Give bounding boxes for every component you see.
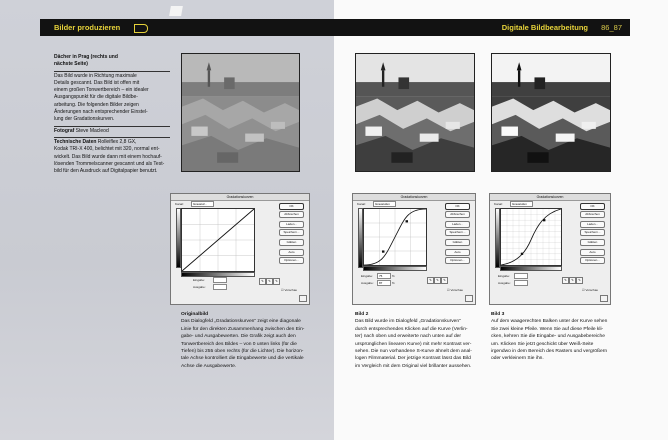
- photo-caption: [54, 54, 170, 175]
- save-button[interactable]: Speichern...: [279, 229, 304, 236]
- options-button[interactable]: Optionen...: [445, 257, 470, 264]
- cancel-button[interactable]: Abbrechen: [580, 211, 605, 218]
- options-button[interactable]: Optionen...: [279, 257, 304, 264]
- output-label: Ausgabe:: [498, 281, 511, 285]
- technical-data: Technische Daten Rolleiflex 2,8 GX, Kodak TRI-X 400, belichtet mit 320, normal ent- wickelt. Das Bild wurde dann mit einem hochauf- lösenden Trommelscanner gescannt und als Test- bild für den Ausdruck auf Digitalpapier benutzt.: [54, 138, 165, 175]
- caption-title: Dächer in Prag (rechts und nächste Seite): [54, 54, 118, 68]
- chapter-title: Digitale Bildbearbeitung: [501, 23, 588, 32]
- cancel-button[interactable]: Abbrechen: [279, 211, 304, 218]
- eyedropper-black-icon[interactable]: ✎: [562, 277, 569, 284]
- eyedropper-gray-icon[interactable]: ✎: [569, 277, 576, 284]
- channel-select[interactable]: Graustuf...: [191, 201, 214, 207]
- input-gradient-bar[interactable]: [500, 266, 562, 271]
- output-label: Ausgabe:: [193, 285, 206, 289]
- curves-dialog-bild-2: [352, 193, 476, 305]
- curves-dialog-original: [170, 193, 310, 305]
- input-percent: %: [392, 274, 395, 278]
- options-button[interactable]: Optionen...: [580, 257, 605, 264]
- preview-checkbox[interactable]: ☑ Vorschau: [582, 288, 599, 292]
- auto-button[interactable]: Auto: [580, 249, 605, 256]
- input-label: Eingabe:: [361, 274, 373, 278]
- header-bar-left: [40, 19, 334, 36]
- photo-bild-3: [491, 53, 611, 172]
- output-field[interactable]: [514, 280, 528, 286]
- caption-body: Das Bild wurde in Richtung maximale Details gescannt. Das Bild ist offen mit einem großen Tonwertbereich – ein idealer Ausgangspunkt für die digitale Bildbe- arbeitung. Die folgenden Bilder zeigen Änderungen nach entsprechender Einstel- lung der Gradationskurven.: [54, 72, 149, 123]
- input-field[interactable]: [514, 273, 528, 279]
- caption-rule: [54, 126, 170, 127]
- tag-icon: [134, 24, 148, 33]
- channel-select[interactable]: Graustufen: [510, 201, 533, 207]
- curve-graph[interactable]: [363, 208, 427, 266]
- dialog-title: Gradationskurven: [171, 194, 309, 201]
- load-button[interactable]: Laden...: [279, 221, 304, 228]
- auto-button[interactable]: Auto: [279, 249, 304, 256]
- smooth-button[interactable]: Glätten: [445, 239, 470, 246]
- save-button[interactable]: Speichern...: [580, 229, 605, 236]
- caption-rule: [54, 137, 170, 138]
- input-gradient-bar[interactable]: [363, 266, 427, 271]
- output-field[interactable]: [213, 284, 227, 290]
- save-button[interactable]: Speichern...: [445, 229, 470, 236]
- resize-corner-icon[interactable]: [299, 295, 307, 302]
- smooth-button[interactable]: Glätten: [279, 239, 304, 246]
- resize-corner-icon[interactable]: [465, 295, 473, 302]
- page-numbers: 86_87: [601, 23, 622, 32]
- eyedropper-gray-icon[interactable]: ✎: [266, 278, 273, 285]
- original-description: Originalbild Das Dialogfeld „Gradationskurven“ zeigt eine diagonale Linie für den direkten Zusammenhang zwischen den Ein- gabe- und Ausgabewerten. Die Grafik zeigt auch den Tonwertbereich des Bildes – von 0 unten links (für die Tiefen) bis 255 oben rechts (für die Lichter). Die horizon- tale Achse kontrolliert die Eingabewerte und die vertikale Achse die Ausgabewerte.: [181, 312, 305, 369]
- caption-rule: [54, 71, 170, 72]
- auto-button[interactable]: Auto: [445, 249, 470, 256]
- preview-checkbox[interactable]: ☑ Vorschau: [281, 288, 298, 292]
- eyedropper-white-icon[interactable]: ✎: [441, 277, 448, 284]
- photo-bild-2: [355, 53, 475, 172]
- header-decoration: [169, 6, 183, 16]
- channel-select[interactable]: Graustufen: [373, 201, 396, 207]
- output-label: Ausgabe:: [361, 281, 374, 285]
- eyedropper-gray-icon[interactable]: ✎: [434, 277, 441, 284]
- eyedropper-black-icon[interactable]: ✎: [427, 277, 434, 284]
- channel-label: Kanal:: [494, 202, 503, 206]
- input-label: Eingabe:: [193, 278, 205, 282]
- bild-2-description: Bild 2 Das Bild wurde im Dialogfeld „Gradationskurven“ durch entsprechendes Klicken auf die Kurve (Verlin- ter) nach oben und erweiterte nach unten auf der ursprünglichen linearen Kurve) mit mehr Kontrast ver- sehen. Die nun vorhandene S-Kurve ähnelt dem anal- logen Filmmaterial. Der jetzige Kontrast lässt das Bild im Vergleich mit dem Original viel brillanter aussehen.: [355, 312, 472, 369]
- preview-checkbox[interactable]: ☑ Vorschau: [447, 288, 464, 292]
- smooth-button[interactable]: Glätten: [580, 239, 605, 246]
- dialog-title: Gradationskurven: [490, 194, 610, 201]
- section-title: Bilder produzieren: [54, 23, 121, 32]
- bild-3-description: Bild 3 Auf dem waagerechten Balken unter der Kurve sehen Sie zwei kleine Pfeile. Wenn Sie auf diese Pfeile kli- cken, kehren Sie die Eingabe- und Ausgabebereiche um. Klicken Sie jetzt geschickt über Weiß-Seite irgendwo in dem Bereich des Rasters und vergrößern oder verkleinern Sie ihn.: [491, 312, 608, 362]
- output-percent: %: [392, 281, 395, 285]
- eyedropper-black-icon[interactable]: ✎: [259, 278, 266, 285]
- input-field[interactable]: 75: [377, 273, 391, 279]
- header-bar-right: [334, 19, 630, 36]
- load-button[interactable]: Laden...: [580, 221, 605, 228]
- channel-label: Kanal:: [175, 202, 184, 206]
- load-button[interactable]: Laden...: [445, 221, 470, 228]
- ok-button[interactable]: OK: [445, 203, 470, 210]
- dialog-title: Gradationskurven: [353, 194, 475, 201]
- input-field[interactable]: [213, 277, 227, 283]
- curve-graph[interactable]: [181, 208, 255, 272]
- resize-corner-icon[interactable]: [600, 295, 608, 302]
- photo-original: [181, 53, 300, 172]
- curves-dialog-bild-3: [489, 193, 611, 305]
- photographer-credit: Fotograf Steve Macleod: [54, 127, 109, 134]
- eyedropper-white-icon[interactable]: ✎: [273, 278, 280, 285]
- input-label: Eingabe:: [498, 274, 510, 278]
- channel-label: Kanal:: [357, 202, 366, 206]
- ok-button[interactable]: OK: [279, 203, 304, 210]
- curve-graph[interactable]: [500, 208, 562, 266]
- cancel-button[interactable]: Abbrechen: [445, 211, 470, 218]
- output-field[interactable]: 87: [377, 280, 391, 286]
- eyedropper-white-icon[interactable]: ✎: [576, 277, 583, 284]
- ok-button[interactable]: OK: [580, 203, 605, 210]
